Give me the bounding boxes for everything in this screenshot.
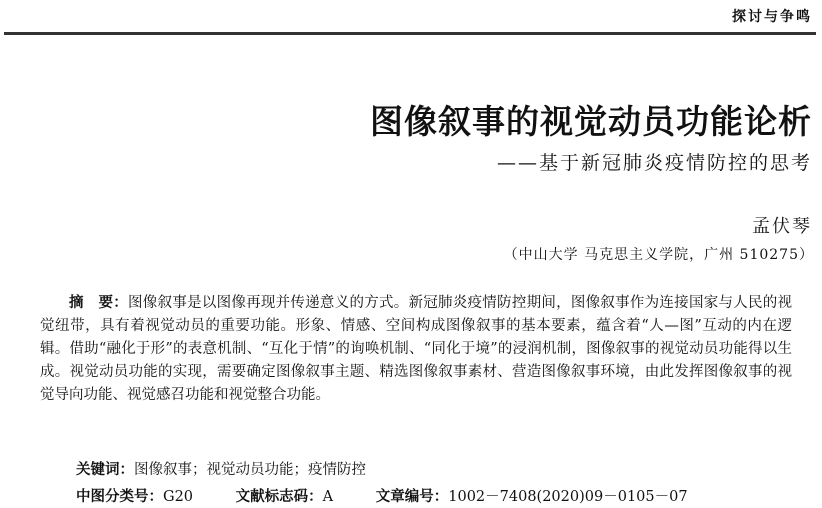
- keywords: [76, 458, 366, 479]
- abstract-label: 摘 要：: [69, 295, 129, 311]
- column-header: 探讨与争鸣: [732, 9, 812, 25]
- author-name: 孟伏琴: [752, 216, 812, 237]
- clc-label: 中图分类号：: [76, 489, 163, 505]
- article-subtitle: ——基于新冠肺炎疫情防控的思考: [496, 152, 812, 174]
- keywords-text: 图像叙事；视觉动员功能；疫情防控: [134, 462, 366, 478]
- article-number-value: 1002－7408(2020)09－0105－07: [448, 489, 688, 505]
- article-title: 图像叙事的视觉动员功能论析: [370, 102, 812, 141]
- keywords-label: 关键词：: [76, 462, 134, 478]
- abstract-text: 图像叙事是以图像再现并传递意义的方式。新冠肺炎疫情防控期间，图像叙事作为连接国家与人民的视觉纽带，具有着视觉动员的重要功能。形象、情感、空间构成图像叙事的基本要素，蕴含着“人—图”互动的内在逻辑。借助“融化于形”的表意机制、“互化于情”的询唤机制、“同化于境”的浸润机制，图像叙事的视觉动员功能得以生成。视觉动员功能的实现，需要确定图像叙事主题、精选图像叙事素材、营造图像叙事环境，由此发挥图像叙事的视觉导向功能、视觉感召功能和视觉整合功能。: [40, 295, 793, 403]
- clc-value: G20: [163, 489, 194, 505]
- document-code: [236, 485, 333, 506]
- header-rule: [4, 32, 816, 35]
- abstract: [40, 292, 792, 407]
- doc-code-label: 文献标志码：: [235, 489, 323, 505]
- article-number: [376, 485, 688, 506]
- doc-code-value: A: [322, 489, 334, 505]
- article-number-label: 文章编号：: [375, 489, 449, 505]
- clc-number: [76, 485, 193, 506]
- article-meta: [76, 485, 726, 506]
- author-affiliation: （中山大学 马克思主义学院，广州 510275）: [503, 247, 814, 263]
